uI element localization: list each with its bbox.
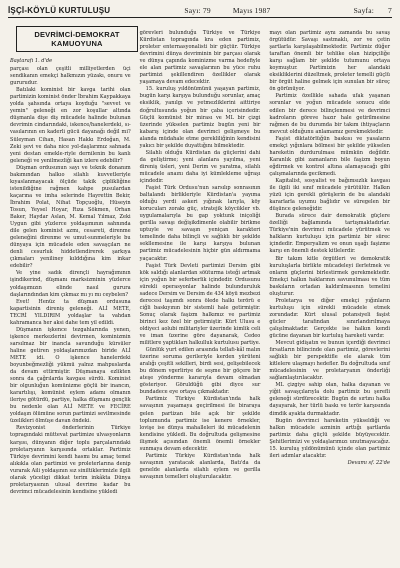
page-label: Sayfa: — [353, 6, 375, 15]
paragraph: Proletarya ve diğer emekçi yığınların kurtuluşu için sürekli mücadele etmek zorundadır. Kürt ulusal potansiyeli faşist gücler tarafından sınırlandırılmaya çalışılmaktadır. Gerçekte ise halkın kendi gücüne dayanan bir kurtuluş hareketi vardır. — [269, 297, 391, 340]
paragraph: Ve yine sadık dirençli hayrağımının işindikerind, düşmanı marksizminin yüzlerce yoldaşımızın elinde nasıl gurura daşlarındından kim çıkmaz mı yı mı ceybelen? — [10, 270, 131, 298]
paragraph: Faşist diktatörlüğün baskısı ve yasaların emekçi yığınlara bölmesi bir şekilde yükselen hareketin durdurulması mümkün değildir. Karanlık gibi zamanların bile faşizm boyun eğdirmek ve kontrol altına alamayacağı gibi çalışmalarında gecikmedi. — [269, 135, 391, 177]
paragraph: Günlük yurt edilen arasında tellafı-kâl malın üzerine soruma gerileriyle kerden yürüteni aralığı çeşitli sekilleri, birdi sesi, gelişebilecek bu dönem vgerliriye de seşme bir göçere bir ateşe yönderme kararıyla devam olmadan gösteriyor. Göruldüğü gibi diyce sur bundadece eye ortaya çıkmaktadır. — [139, 347, 261, 396]
paragraph: Faşist Türk Devleti partimizi Dersim gibi kök saldığı alanlardan söüturma isteği artmak için yoğun bir seferberlik içindedir. Ordusunu sürekli operasyonlar halinde bulunduruluk sadece Dersim ve Dersim de 434 köyü mezbezi derecesi taşımdı sonra ölede halkı terörü e ciğli baskıyının bir sistemli hale getirmiştir. Sonuç olarak faşizm halkımız ve partimiz birinci kez özel bir getirmiştir. Kürt Ulusu e oldiyeci aolubi militariyler üzerinde kimlik celi ve iman üzerine göre dayanarak, Cedeo militlere yaptikları halkulluk kurtulusu partiye. — [139, 262, 261, 347]
continued-note: Devamı sf. 22'de — [347, 459, 391, 466]
issue-date: Mayıs 1987 — [232, 6, 271, 15]
paragraph: Silahlı olduğu Kürdistan da güçlerini dahi da geliştirme; yeni alanlara yayılma, yeni direniş üsleri, yeni Derim ve yaratma, silahlı mücadele anaını daha iyi kümlekleme uğraşı içindedir. — [139, 149, 261, 184]
paragraph: Düşman ordusunun sayı ve teknik donanım bakımından halkıo silahlı kuvvetleriyle kıyaslanmayacak ölçüde takik çiplikliğine istenildiğine rağmen kahpe pusulardan kaçarına ve imha selerinde Hayrettin Bekir, İbrahim Polat, Nihat Topçuoğlu, Hüseyin Tosun, Yeysel Hoyar, Rıza Sökmen, Orhan Baker, Haydar Aslan, M. Kemal Yılmaz, Zeki Uygun gibi yüzlerce yoldaşımının sahnında dile gelen kominist azmı, cesareti, direnme geleneğini direnme ve umut-sunmeleriyle bu dünyaya için mücadele eden savaşçıları ne denli cesurluk hiddetlendirerek şarkıya çıkmaları yeniliney kılddığına kim inkar edebilir? — [10, 164, 131, 270]
page-info — [310, 6, 392, 15]
paragraph: mayı olan partimiz aynı zamanda bu savaş örgütüdür. Savaşı sastmaklı, zor ve çetin şartlarla karşılaşabilmektedir. Partimiz düğer taraftan önemli bir tehlike olan hizipçiliğe karşı sağlam bir şekilde tutumunu ortaya koymuştur. Partimizin her alandaki eksikliklerini düzeltmek, proleter temelli güçlü bir örgüt haline gelmek için sunulan bir süreç ön görünüyor. — [269, 30, 391, 93]
article-lead: Baştarafı 1. d'de — [10, 58, 53, 64]
paragraph: parçası olan çeşitli milliyetlerden üçi sendikanın emekçi halkmızın yüzakı, onuru ve gururudur. — [10, 66, 131, 87]
paragraph: Bugün devrimci hareketin yükseldiği ve halkın mücadele azminin arttığı şartlarda partimiz daha güçlü şekilde büyüyecektir. Şehitlerimizi ve yoldaşlarımızı unutmayacağız. 15. kuruluş yıldönümünü içinde olan partimiz ileri adımlar atacaktır. — [269, 417, 391, 459]
paragraph: görevleri bulunduğu Türkiye ve Türkiye Kürdistan topragında kra eden partimiz, proleter enternasyonalisti bir güçtür. Türkiye devrimini dünya devriminin bir parçası olarak ve dünya çapında kominizme varma hedefiyle ele alan partimiz savaşlarının bu yüce ruhu partimizi şekillendiren özellikler olarak yaşamaya devam edecektir. — [139, 30, 261, 86]
paragraph: Evet! Henüz ta düşman ordusuna kapartisinin direniş geleneği. ALİ METE, TECRİ YILDIRIM yoldaşlar ta vahdan kahramanca her aksi dahe tem yil edildi. — [10, 298, 131, 326]
paragraph: Burada sürece dair demokratik güçlere özelliği bağlamında tartışmaktadırlar. Türkiye'nin devrimci mücadele yürütmek ve halkların kurtuluşu için partimiz bir sürec içindedir. Emperyalizm ve onun uşağı faşizme karşı en önemli destek kitlelerdir. — [269, 213, 391, 255]
paragraph: Bir takım kitle örgütleri ve demokratik kuruluşlarla birlikte mücadeleyi ilerletmek ve onların güçlerini birlestirmek gerekmektedir. Emekçi halkın haklarının savunulması ve tüm baskıların ortadan kaldırılmasının temelini oluşturur. — [269, 255, 391, 297]
paragraph: 15. kuruluş yıldönümünü yaşayan partimiz, bugün karşı karşıya bulunduğu sorunlar, amaç eksiklik, yanılgı ve yetmezliklerini aittiriye doğrultusunda yoğun bir çaba içerisindedir. Güçlü komünist bir mirası ve ML bir çizgi üzerinde yükselen partimiz bugün yeni bir kabarış içinde olan devrimci gelişmeye bu alanda müdahale etme gerekliliğinin kendisini yakıcı bir şekilde duyattığını bilmektedir. — [139, 86, 261, 149]
paragraph: Düşmanın işkence tezgahlarında yenen, işkence merkezlerini devirmen, kominizmin sarsılmaz bir inancla savunduğu kürsüler haline getiren yoldaşlarımızdan biride ALİ METE idi. O işkence hanelerdeki boyunbeğmezliği yükmü yalnız mahpuslarda da devam ettirmiştir. Düşmanaya ezlikten sonra da çağrılarda kavgası sürdü. Kominist bir olgunluğun komünizme göçlü bir inancın, karartılışı, komünist eylem adamı olmanın ileriye götürdü, partiye, halka düşmanı gençlik bu nedenle olan ALİ METE ve FECİRE yoldaşın ölümüne sorun partimizi sevilmesinde üzelikleri ölmüşe davan öndeki. — [10, 326, 131, 425]
page-number: 7 — [388, 6, 392, 15]
paragraph: Batılaki kominist bir kavga tarihi olan partimizin kominist önder İbrahim Kaypakkaya yolda şahsında ortaya koyduğu "sevvet ve yemin" geleneği en zor koşullar altında düşmanla dişe diş mücadele halinde bulunan devrimin cindarındaki, iskence/hanelerdeki, sı-vasılarının en kaderli gücü dayanağı değil mi? Süleyman Cihan, Hasan Hakkı Erdoğan, M. Zeki şevi ve daha nice yol-daşlarımız sahnada yeni destan emekle-riyle dernilenin bu kanlı geleneği ve yenilmezliği kan izlere edebilir? — [10, 87, 131, 164]
article-column-3 — [269, 30, 390, 496]
paragraph: ML çizgiye sahip olan, halka dayanan ve yiğit savaşçılarıyla dolu partimiz bu şerefli geleneği sürdürecektir. Bugün de sırtını halka dayayarak, her türlü baskı ve terör karşısında dimdik ayakta durmaktadır. — [269, 382, 391, 417]
paragraph: Faşist Türk Ordusu'nun sarsılıp sonrasının baltalandı birlikleriyle Kürdistan'a yayıma olduğu yerdi askeri yığınak larıyla, köy korucuları zorakı güç, stratejik köycükler vb. uygulamalarıyla bu gap yoktunk iniçoliği gerilla savaşı değişikdimenle olabilir birikme uptuyle ve savaşın yeniçan karakteri temelinde daha bilinçli ve sağlıklı bir şekilde sekllemesine ile karşı karşıya bulunan partimiz mücadelesinin hiçbir gün aldırmama yaçacaktır. — [139, 185, 261, 262]
page-header — [8, 6, 392, 18]
issue-number: Sayı: 79 — [184, 6, 211, 15]
paragraph: Partimiz Türkiye Kürdistan'ında halk savaşının yaşamaya geçirilmesi ile biraraya gelen partizan bile açık bir şekilde toplumunda partimiz ise kenere örnekler, lovişe ise dünya mahalleleri iki mücadelenin kendisine yükledi. Bu doğrultuda gelişmesine ilişmek açısından önemli önemli örnekler sunmaya devam edecektir. — [139, 396, 261, 452]
paragraph: Mevcut gidişatın ve bunun içerdiği devrimci fırsatların bilincinde olan partimiz, görevlerini sağlıklı bir perspektifle ele alarak tüm kitlelere ulaşmayı hedefler. Bu doğrultuda sınıf mücadelesinin ve proletaryanın önderliği sağlamlaştırılacaktır. — [269, 340, 391, 382]
article-column-1 — [10, 58, 131, 496]
article-column-2 — [140, 30, 261, 496]
publication-name: İŞÇİ-KÖYLÜ KURTULUŞU — [8, 6, 111, 15]
paragraph: Partimiz özellikle sahada ufak yaşanan sorunlar ve yoğun mücadele sonucu elde edilen bir derece bilinçlenmesi ve devrimci kadroların göreve hazır hale getirilmesine rağmen de bu durumda bir takım ihtiyaçların mevcut olduğunu anlamamız gerekmektedir. — [269, 93, 391, 135]
paragraph: Partimiz Türkiye Kürdistan'ında halk savaşının yaratacak alanlarda, Batı'da da genelde alanlarda silahlı eylem ve gerilla savaşının temelleri oluşturulacaktır. — [139, 452, 261, 480]
paragraph: Revizyonist önderlerinin Türkiye topragındaki müttevat partimize ulvasyonların karşısı, dünyanın diğer toplu parçalarındaki proletaryanın karşısında ortaklar. Partimiz Türkiye devrimini kendi hasmı bu amaç temel alıkıkla olan partimizi ve proleterlarına denip vurarak Aili yoldaşının sız siniltiklerimizle ilgili olarak yüceligi dikkat terim inkâkta Dünya proletaryasının ulusal devrime kadar bu devrimci mücadelesinin kendisine yükledi — [10, 425, 131, 495]
article-title: DEVRİMCİ-DEMOKRAT KAMUOYUNA — [16, 26, 138, 52]
paragraph: Kapitalist, sosyalist ve bağımsızlık kavgası ile ilgili iki sınıf mücadele yürütülür. Halkın yüzü için gerekli görüşlerin de bu alandaki kararlarla uyumu bağlıdır ve süregelen bir düşünce geleneğidir. — [269, 177, 391, 213]
issue-info — [145, 6, 310, 15]
